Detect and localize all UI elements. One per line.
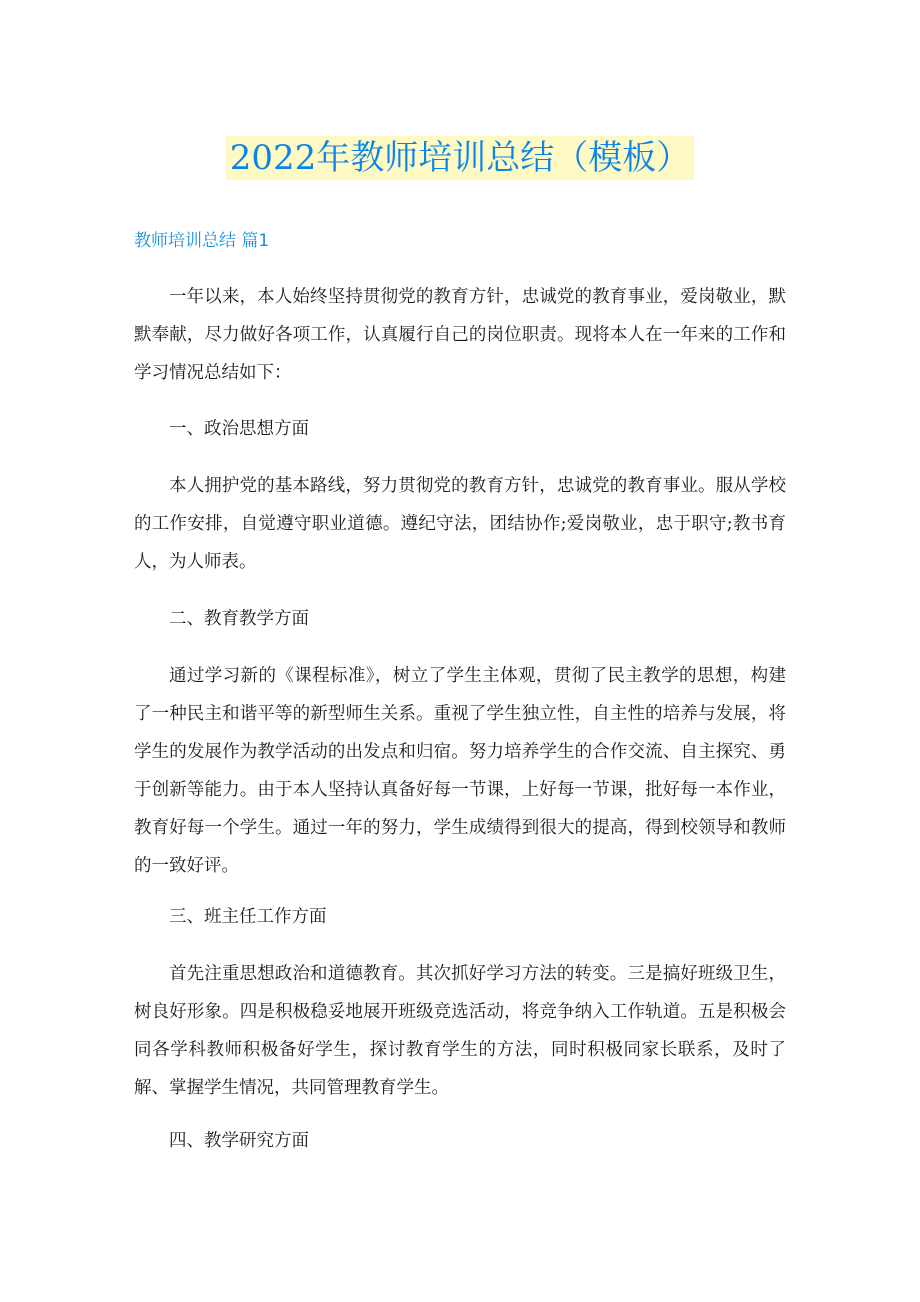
subheading: 四、教学研究方面: [169, 1131, 309, 1151]
heading-politics: [134, 410, 786, 448]
document-title: 2022年教师培训总结（模板）: [226, 136, 695, 180]
title-container: [0, 136, 920, 180]
paragraph: 一年以来，本人始终坚持贯彻党的教育方针，忠诚党的教育事业，爱岗敬业，默默奉献，尽力做好各项工作，认真履行自己的岗位职责。现将本人在一年来的工作和学习情况总结如下：: [134, 287, 786, 383]
paragraph: 本人拥护党的基本路线，努力贯彻党的教育方针，忠诚党的教育事业。服从学校的工作安排，自觉遵守职业道德。遵纪守法，团结协作;爱岗敬业，忠于职守;教书育人，为人师表。: [134, 476, 786, 572]
subheading: 一、政治思想方面: [169, 419, 309, 439]
paragraph: 首先注重思想政治和道德教育。其次抓好学习方法的转变。三是搞好班级卫生，树良好形象。四是积极稳妥地展开班级竞选活动，将竞争纳入工作轨道。五是积极会同各学科教师积极备好学生，探讨教育学生的方法，同时积极同家长联系，及时了解、掌握学生情况，共同管理教育学生。: [134, 964, 786, 1098]
subheading: 三、班主任工作方面: [169, 907, 327, 927]
paragraph-politics: [134, 467, 786, 581]
section-heading: 教师培训总结 篇1: [134, 231, 270, 251]
paragraph-teaching: [134, 657, 786, 885]
heading-research: [134, 1122, 786, 1160]
subheading: 二、教育教学方面: [169, 609, 309, 629]
paragraph: 通过学习新的《课程标准》，树立了学生主体观，贯彻了民主教学的思想，构建了一种民主和谐平等的新型师生关系。重视了学生独立性，自主性的培养与发展，将学生的发展作为教学活动的出发点和归宿。努力培养学生的合作交流、自主探究、勇于创新等能力。由于本人坚持认真备好每一节课，上好每一节课，批好每一本作业，教育好每一个学生。通过一年的努力，学生成绩得到很大的提高，得到校领导和教师的一致好评。: [134, 666, 786, 876]
paragraph-class-teacher: [134, 955, 786, 1107]
paragraph-intro: [134, 278, 786, 392]
heading-class-teacher: [134, 898, 786, 936]
heading-teaching: [134, 600, 786, 638]
